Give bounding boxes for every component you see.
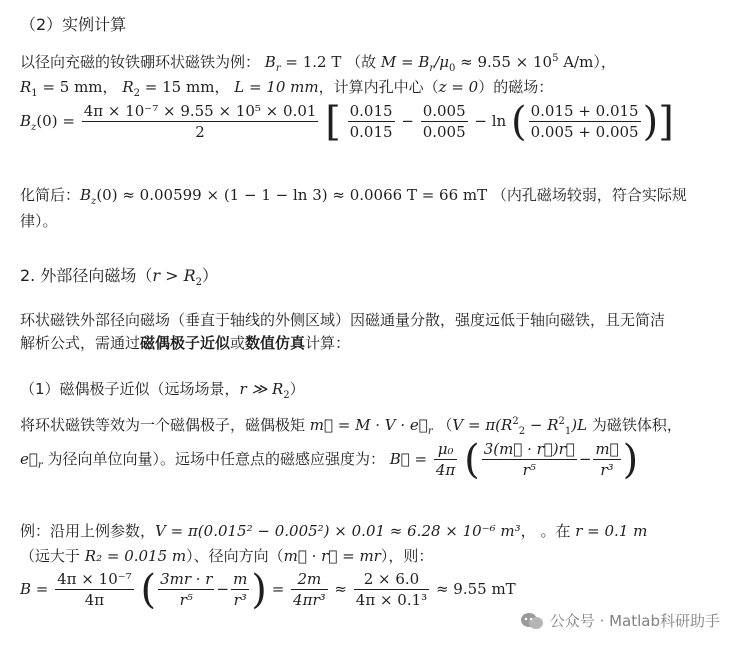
volume-pre: （ bbox=[437, 416, 453, 434]
br-sub: r bbox=[275, 63, 281, 74]
example2-approx: ≈ bbox=[334, 580, 347, 598]
dipole-t1-den: r⁵ bbox=[522, 461, 536, 479]
formula1-ln: − ln bbox=[474, 112, 507, 130]
dipole-line2-text: 为径向单位向量）。远场中任意点的磁感应强度为： bbox=[42, 450, 385, 468]
example2-prefix: 例：沿用上例参数， bbox=[20, 522, 156, 540]
example2-right-paren: ) bbox=[251, 566, 267, 613]
unit-vector-sub: r bbox=[37, 460, 43, 471]
example2-b-frac bbox=[231, 569, 249, 610]
dipole-term1 bbox=[482, 439, 577, 480]
magnetization-prefix: （故 bbox=[346, 53, 381, 71]
example-intro: 以径向充磁的钕铁硼环状磁铁为例： bbox=[20, 53, 261, 71]
subsection-cond: r ≫ R bbox=[239, 380, 284, 398]
dipole-right-paren: ) bbox=[622, 436, 639, 483]
mu-fraction bbox=[434, 439, 457, 480]
example2-mid: ， 。在 bbox=[520, 522, 576, 540]
formula-bz bbox=[20, 98, 674, 144]
comma-2: ， bbox=[214, 78, 230, 96]
subsection-title bbox=[20, 378, 305, 400]
dipole-t1-num: 3(m⃗ · r⃗)r⃗ bbox=[483, 440, 575, 458]
section2-title-end: ） bbox=[202, 266, 219, 285]
const-num: 4π × 10⁻⁷ bbox=[57, 570, 132, 588]
example2-line2-mid: ）、径向方向（ bbox=[186, 547, 284, 565]
section2-cond-sub: 2 bbox=[195, 277, 203, 289]
a-den: r⁵ bbox=[179, 591, 193, 609]
formula1-term2 bbox=[421, 101, 468, 142]
dipole-t2-num: m⃗ bbox=[595, 440, 619, 458]
term1-num: 0.015 bbox=[349, 102, 393, 120]
dipole-term2 bbox=[593, 439, 620, 480]
br-symbol: B bbox=[264, 53, 276, 71]
example2-line2-pre: （远大于 bbox=[20, 547, 85, 565]
volume-s1: 1 bbox=[564, 426, 572, 437]
dipole-moment-sub: r bbox=[427, 426, 433, 437]
watermark bbox=[520, 610, 720, 631]
b-den: r³ bbox=[233, 591, 247, 609]
volume-end: )L bbox=[571, 416, 588, 434]
section-title: （2）实例计算 bbox=[20, 15, 127, 34]
term2-den: 0.005 bbox=[422, 123, 466, 141]
unit-vector: e⃗ bbox=[20, 450, 38, 468]
term2-num: 0.005 bbox=[422, 102, 466, 120]
dipole-line1-pre: 将环状磁铁等效为一个磁偶极子，磁偶极矩 bbox=[20, 416, 306, 434]
subsection-cond-sub: 2 bbox=[283, 390, 290, 401]
term3-den: 0.005 + 0.005 bbox=[530, 123, 639, 141]
e-den: 4π × 0.1³ bbox=[355, 591, 428, 609]
params-line bbox=[20, 76, 553, 98]
example2-b-lhs: B = bbox=[20, 580, 49, 598]
section2-body-line1: 环状磁铁外部径向磁场（垂直于轴线的外侧区域）因磁通量分散，强度远低于轴向磁铁，且无简洁 bbox=[20, 311, 666, 329]
formula1-prefactor-den: 2 bbox=[195, 123, 205, 141]
formula1-lhs-sub: z bbox=[31, 122, 37, 133]
volume-p2: 2 bbox=[512, 416, 519, 427]
mu-sub: 0 bbox=[449, 63, 456, 74]
formula1-term3 bbox=[529, 101, 641, 142]
compute-suffix: ）的磁场： bbox=[478, 78, 554, 96]
magnetization-exp: 5 bbox=[552, 53, 559, 64]
mu-den: 4π bbox=[435, 461, 456, 479]
magnetization-suffix: ）， bbox=[593, 53, 616, 71]
e-num: 2 × 6.0 bbox=[354, 569, 429, 590]
length-value: L = 10 mm bbox=[234, 78, 319, 96]
simplify-note: （内孔磁场较弱，符合实际规 bbox=[491, 186, 687, 204]
example2-r-value: r = 0.1 m bbox=[575, 522, 648, 540]
r1-symbol: R bbox=[20, 78, 32, 96]
left-bracket: [ bbox=[325, 98, 341, 145]
magnetization-sub: r bbox=[429, 63, 435, 74]
magnetization-value: ≈ 9.55 × 10 bbox=[455, 53, 553, 71]
b-num: m bbox=[233, 570, 248, 588]
numerical-sim-bold: 数值仿真 bbox=[245, 334, 306, 352]
const-den: 4π bbox=[84, 591, 105, 609]
dipole-moment: m⃗ = M · V · e⃗ bbox=[309, 416, 428, 434]
body-line2-end: 计算： bbox=[305, 334, 351, 352]
example2-const-frac bbox=[55, 569, 134, 610]
formula1-lhs-arg: (0) = bbox=[36, 112, 75, 130]
example2-left-paren: ( bbox=[140, 566, 157, 613]
simplify-expr: B bbox=[80, 186, 92, 204]
example2-a-frac bbox=[158, 569, 214, 610]
right-paren: ) bbox=[642, 98, 659, 145]
formula1-prefactor bbox=[82, 101, 319, 142]
section2-cond: r > R bbox=[152, 266, 196, 285]
section2-body-line2 bbox=[20, 332, 350, 354]
simplify-expr-rest: (0) ≈ 0.00599 × (1 − 1 − ln 3) ≈ 0.0066 T = 66 mT bbox=[96, 186, 488, 204]
dipole-t2-den: r³ bbox=[600, 461, 614, 479]
r1-sub: 1 bbox=[31, 88, 38, 99]
example2-eq: = bbox=[271, 580, 285, 598]
mu-num: μ₀ bbox=[434, 439, 457, 460]
magnetization-mid: /μ bbox=[434, 53, 449, 71]
simplify-note-cont: 律）。 bbox=[20, 212, 58, 230]
example2-e-frac bbox=[354, 569, 429, 610]
example2-d-frac bbox=[291, 569, 328, 610]
volume-s2: 2 bbox=[518, 426, 526, 437]
example2-line2 bbox=[20, 545, 433, 567]
dipole-b-lhs: B⃗ = bbox=[389, 450, 428, 468]
subsection-title-end: ） bbox=[289, 380, 305, 398]
comma-1: ， bbox=[102, 78, 118, 96]
magnetization-expr: M = B bbox=[380, 53, 430, 71]
simplify-sub: z bbox=[91, 196, 97, 207]
example2-formula bbox=[20, 566, 516, 612]
wechat-official-account-icon bbox=[520, 612, 544, 630]
body-line2-mid: 或 bbox=[230, 334, 246, 352]
magnetization-unit: A/m bbox=[558, 53, 594, 71]
simplify-line bbox=[20, 184, 687, 206]
d-num: 2m bbox=[291, 569, 328, 590]
r2-value: = 15 mm bbox=[140, 78, 215, 96]
formula1-lhs: B bbox=[20, 112, 32, 130]
example2-line1 bbox=[20, 520, 647, 542]
term3-num: 0.015 + 0.015 bbox=[530, 102, 639, 120]
section2-title-text: 2. 外部径向磁场（ bbox=[20, 266, 153, 285]
dipole-approx-bold: 磁偶极子近似 bbox=[140, 334, 231, 352]
watermark-text: 公众号 · Matlab科研助手 bbox=[549, 612, 720, 630]
volume-p1: 2 bbox=[558, 416, 565, 427]
example2-result: ≈ 9.55 mT bbox=[435, 580, 516, 598]
r2-sub: 2 bbox=[133, 88, 141, 99]
example2-line2-end: ），则： bbox=[380, 547, 434, 565]
example2-volume: V = π(0.015² − 0.005²) × 0.01 ≈ 6.28 × 10⁻⁶ m³ bbox=[155, 522, 521, 540]
volume-expr: V = π(R bbox=[452, 416, 513, 434]
right-bracket: ] bbox=[658, 98, 674, 145]
example2-minus: − bbox=[216, 580, 230, 598]
compute-text: ，计算内孔中心（ bbox=[318, 78, 439, 96]
example-intro-line bbox=[20, 51, 616, 73]
volume-note: 为磁铁体积， bbox=[587, 416, 682, 434]
r1-value: = 5 mm bbox=[37, 78, 103, 96]
example2-dot: m⃗ · r⃗ = mr bbox=[283, 547, 381, 565]
simplify-prefix: 化简后： bbox=[20, 186, 81, 204]
dipole-line2 bbox=[20, 436, 638, 482]
r2-symbol: R bbox=[122, 78, 134, 96]
volume-mid: − R bbox=[525, 416, 559, 434]
subsection-title-text: （1）磁偶极子近似（远场场景， bbox=[20, 380, 240, 398]
dipole-left-paren: ( bbox=[464, 436, 480, 483]
formula1-minus: − bbox=[401, 112, 414, 130]
term1-den: 0.015 bbox=[349, 123, 393, 141]
a-num: 3mr · r bbox=[160, 570, 213, 588]
dipole-minus: − bbox=[578, 450, 592, 468]
section2-title bbox=[20, 265, 218, 287]
z-condition: z = 0 bbox=[438, 78, 479, 96]
formula1-prefactor-num: 4π × 10⁻⁷ × 9.55 × 10⁵ × 0.01 bbox=[83, 102, 317, 120]
example2-r2: R₂ = 0.015 m bbox=[84, 547, 187, 565]
left-paren: ( bbox=[511, 98, 527, 145]
formula1-term1 bbox=[348, 101, 395, 142]
dipole-line1 bbox=[20, 414, 682, 436]
br-value: = 1.2 T bbox=[280, 53, 342, 71]
body-line2-pre: 解析公式，需通过 bbox=[20, 334, 141, 352]
d-den: 4πr³ bbox=[293, 591, 326, 609]
